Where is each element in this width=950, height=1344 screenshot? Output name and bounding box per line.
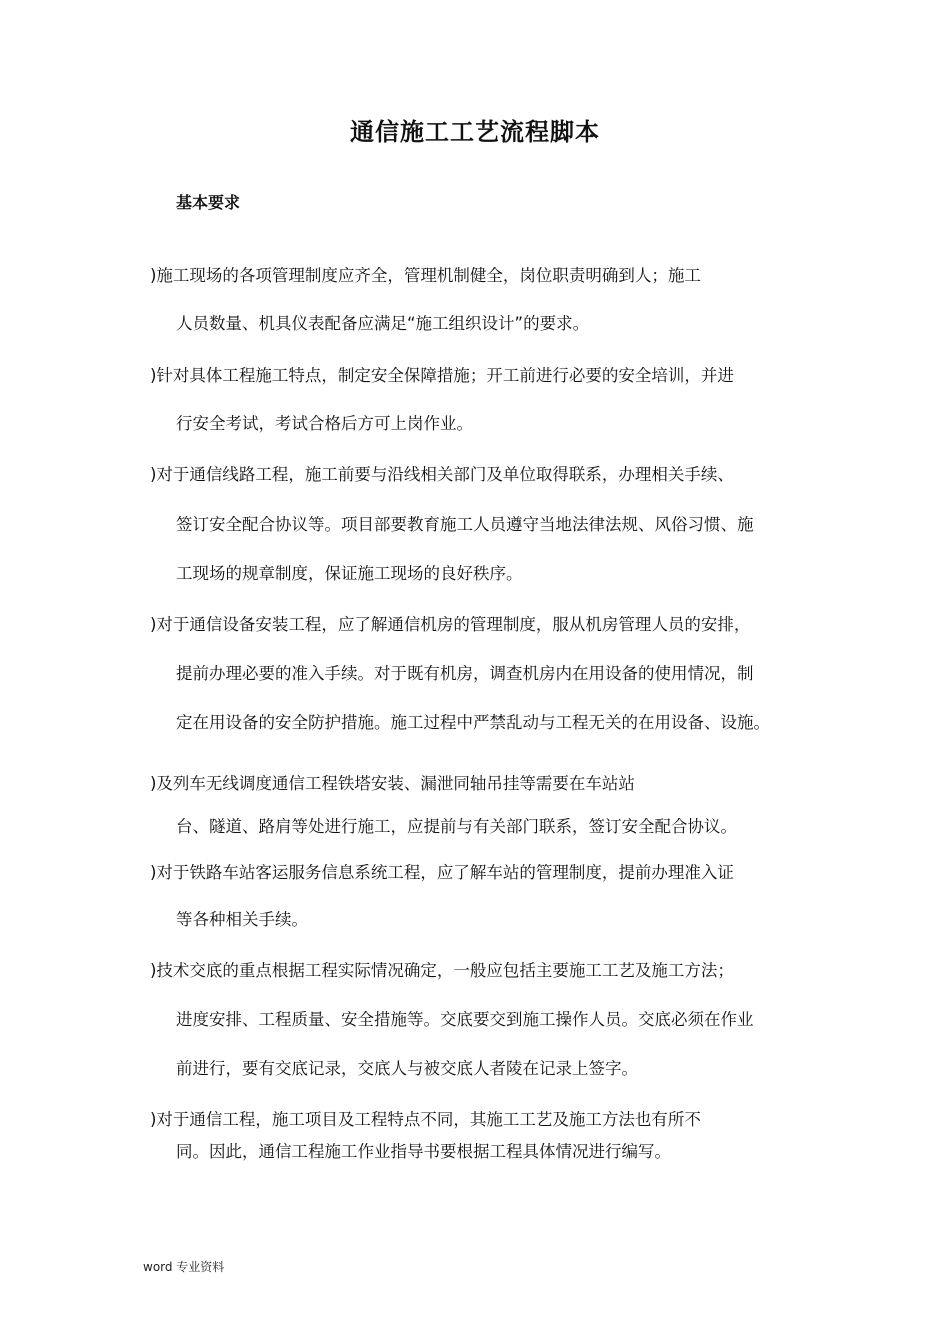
paragraph-6-line-2: 等各种相关手续。 (176, 910, 308, 929)
paragraph-4-line-1: )对于通信设备安装工程，应了解通信机房的管理制度，服从机房管理人员的安排， (150, 615, 751, 634)
paragraph-4-line-2: 提前办理必要的准入手续。对于既有机房，调查机房内在用设备的使用情况，制 (176, 664, 754, 683)
paragraph-5-line-1: )及列车无线调度通信工程铁塔安装、漏泄同轴吊挂等需要在车站站 (150, 774, 635, 793)
paragraph-7-line-3: 前进行，要有交底记录，交底人与被交底人者陵在记录上签字。 (176, 1059, 638, 1078)
paragraph-8-line-2: 同。因此，通信工程施工作业指导书要根据工程具体情况进行编写。 (176, 1142, 671, 1161)
paragraph-7-line-2: 进度安排、工程质量、安全措施等。交底要交到施工操作人员。交底必须在作业 (176, 1010, 754, 1029)
document-title: 通信施工工艺流程脚本 (350, 118, 600, 146)
page-footer: word 专业资料 (143, 1260, 225, 1274)
section-heading: 基本要求 (176, 193, 241, 212)
paragraph-2-line-2: 行安全考试，考试合格后方可上岗作业。 (176, 414, 473, 433)
paragraph-6-line-1: )对于铁路车站客运服务信息系统工程，应了解车站的管理制度，提前办理准入证 (150, 863, 734, 882)
paragraph-2-line-1: )针对具体工程施工特点，制定安全保障措施；开工前进行必要的安全培训，并进 (150, 366, 734, 385)
paragraph-8-line-1: )对于通信工程，施工项目及工程特点不同，其施工工艺及施工方法也有所不 (150, 1110, 701, 1129)
paragraph-1-line-2: 人员数量、机具仪表配备应满足“施工组织设计”的要求。 (176, 314, 590, 333)
paragraph-3-line-1: )对于通信线路工程，施工前要与沿线相关部门及单位取得联系，办理相关手续、 (150, 465, 734, 484)
paragraph-3-line-2: 签订安全配合协议等。项目部要教育施工人员遵守当地法律法规、风俗习惯、施 (176, 515, 754, 534)
paragraph-5-line-2: 台、隧道、路肩等处进行施工，应提前与有关部门联系，签订安全配合协议。 (176, 817, 737, 836)
paragraph-3-line-3: 工现场的规章制度，保证施工现场的良好秩序。 (176, 564, 523, 583)
paragraph-1-line-1: )施工现场的各项管理制度应齐全，管理机制健全，岗位职责明确到人；施工 (150, 266, 701, 285)
paragraph-7-line-1: )技术交底的重点根据工程实际情况确定，一般应包括主要施工工艺及施工方法； (150, 961, 734, 980)
paragraph-4-line-3: 定在用设备的安全防护措施。施工过程中严禁乱动与工程无关的在用设备、设施。 (176, 713, 770, 732)
